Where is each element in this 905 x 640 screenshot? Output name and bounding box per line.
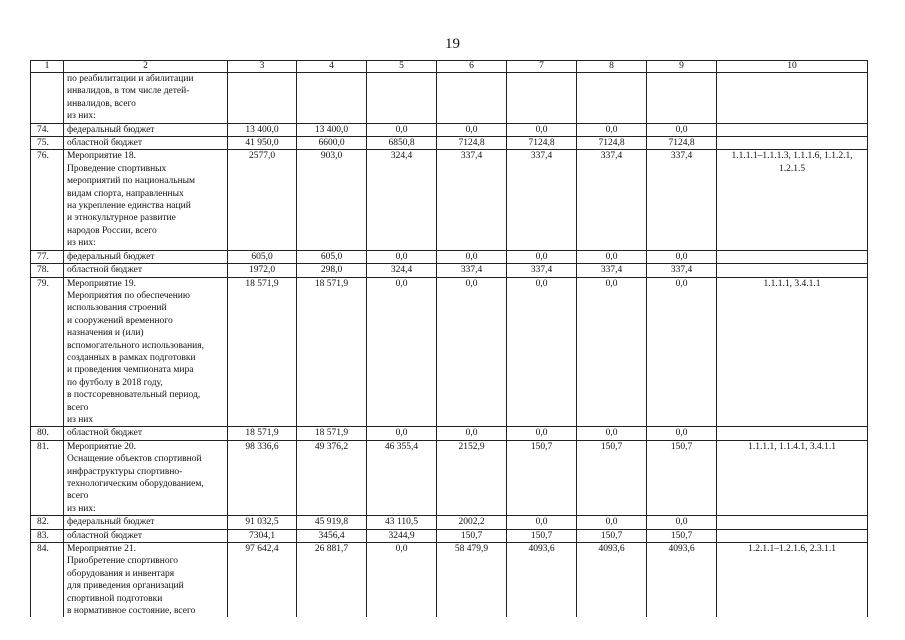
column-number: 6 xyxy=(437,61,507,73)
column-number: 5 xyxy=(367,61,437,73)
value-col-7: 150,7 xyxy=(507,529,577,542)
row-number xyxy=(31,73,64,124)
value-col-6: 0,0 xyxy=(437,123,507,136)
value-col-3: 1972,0 xyxy=(228,264,297,277)
column-number: 3 xyxy=(228,61,297,73)
value-col-4: 49 376,2 xyxy=(297,440,367,515)
value-col-5: 43 110,5 xyxy=(367,516,437,529)
value-col-7: 4093,6 xyxy=(507,543,577,618)
indicator-codes: 1.1.1.1, 3.4.1.1 xyxy=(717,277,868,427)
value-col-5: 0,0 xyxy=(367,250,437,263)
value-col-3: 97 642,4 xyxy=(228,543,297,618)
row-number: 82. xyxy=(31,516,64,529)
value-col-4: 298,0 xyxy=(297,264,367,277)
row-number: 77. xyxy=(31,250,64,263)
value-col-9: 0,0 xyxy=(647,123,717,136)
table-row xyxy=(31,150,868,250)
value-col-4: 18 571,9 xyxy=(297,427,367,440)
value-col-4: 3456,4 xyxy=(297,529,367,542)
value-col-5: 0,0 xyxy=(367,427,437,440)
column-number: 9 xyxy=(647,61,717,73)
value-col-8 xyxy=(577,73,647,124)
value-col-4: 18 571,9 xyxy=(297,277,367,427)
column-number: 7 xyxy=(507,61,577,73)
row-description: федеральный бюджет xyxy=(64,516,228,529)
table-row xyxy=(31,440,868,515)
value-col-7: 0,0 xyxy=(507,277,577,427)
indicator-codes xyxy=(717,73,868,124)
value-col-3: 18 571,9 xyxy=(228,427,297,440)
page-number: 19 xyxy=(445,36,460,52)
table-row xyxy=(31,250,868,263)
table-row xyxy=(31,543,868,618)
table-row xyxy=(31,529,868,542)
value-col-8: 337,4 xyxy=(577,150,647,250)
value-col-8: 0,0 xyxy=(577,277,647,427)
value-col-5 xyxy=(367,73,437,124)
value-col-5: 46 355,4 xyxy=(367,440,437,515)
value-col-5: 324,4 xyxy=(367,150,437,250)
budget-table xyxy=(30,60,868,617)
value-col-4: 605,0 xyxy=(297,250,367,263)
value-col-7: 337,4 xyxy=(507,264,577,277)
value-col-9: 150,7 xyxy=(647,440,717,515)
table-row xyxy=(31,277,868,427)
row-description: федеральный бюджет xyxy=(64,123,228,136)
row-description: областной бюджет xyxy=(64,137,228,150)
value-col-5: 0,0 xyxy=(367,123,437,136)
value-col-9: 0,0 xyxy=(647,277,717,427)
value-col-5: 0,0 xyxy=(367,543,437,618)
value-col-8: 150,7 xyxy=(577,440,647,515)
value-col-6: 2002,2 xyxy=(437,516,507,529)
value-col-5: 324,4 xyxy=(367,264,437,277)
indicator-codes: 1.1.1.1–1.1.1.3, 1.1.1.6, 1.1.2.1, 1.2.1.5 xyxy=(717,150,868,250)
value-col-6: 0,0 xyxy=(437,250,507,263)
column-number: 10 xyxy=(717,61,868,73)
row-description: по реабилитации и абилитации инвалидов, в том числе детей- инвалидов, всего из них: xyxy=(64,73,228,124)
row-description: областной бюджет xyxy=(64,529,228,542)
row-number: 79. xyxy=(31,277,64,427)
value-col-7: 0,0 xyxy=(507,427,577,440)
value-col-3: 91 032,5 xyxy=(228,516,297,529)
table-row xyxy=(31,516,868,529)
row-description: федеральный бюджет xyxy=(64,250,228,263)
value-col-3: 18 571,9 xyxy=(228,277,297,427)
value-col-3: 13 400,0 xyxy=(228,123,297,136)
value-col-4: 6600,0 xyxy=(297,137,367,150)
column-number: 1 xyxy=(31,61,64,73)
value-col-7: 337,4 xyxy=(507,150,577,250)
row-number: 81. xyxy=(31,440,64,515)
value-col-8: 0,0 xyxy=(577,250,647,263)
column-numbers-row xyxy=(31,61,868,73)
value-col-5: 3244,9 xyxy=(367,529,437,542)
indicator-codes xyxy=(717,529,868,542)
value-col-7: 0,0 xyxy=(507,250,577,263)
value-col-3: 98 336,6 xyxy=(228,440,297,515)
value-col-7: 0,0 xyxy=(507,516,577,529)
column-number: 8 xyxy=(577,61,647,73)
value-col-4 xyxy=(297,73,367,124)
value-col-9: 337,4 xyxy=(647,150,717,250)
value-col-3: 605,0 xyxy=(228,250,297,263)
indicator-codes xyxy=(717,264,868,277)
value-col-4: 903,0 xyxy=(297,150,367,250)
value-col-7: 0,0 xyxy=(507,123,577,136)
row-description: Мероприятие 21. Приобретение спортивного оборудования и инвентаря для приведения организаций спортивной подготовки в нормативное состояние, всего xyxy=(64,543,228,618)
value-col-6: 337,4 xyxy=(437,150,507,250)
indicator-codes xyxy=(717,123,868,136)
value-col-4: 45 919,8 xyxy=(297,516,367,529)
value-col-5: 6850,8 xyxy=(367,137,437,150)
indicator-codes xyxy=(717,516,868,529)
indicator-codes xyxy=(717,250,868,263)
indicator-codes: 1.2.1.1–1.2.1.6, 2.3.1.1 xyxy=(717,543,868,618)
value-col-6: 0,0 xyxy=(437,427,507,440)
value-col-8: 4093,6 xyxy=(577,543,647,618)
row-description: Мероприятие 20. Оснащение объектов спортивной инфраструктуры спортивно- технологическим оборудованием, всего из них: xyxy=(64,440,228,515)
row-number: 76. xyxy=(31,150,64,250)
value-col-5: 0,0 xyxy=(367,277,437,427)
table-row xyxy=(31,123,868,136)
table-row xyxy=(31,427,868,440)
value-col-3 xyxy=(228,73,297,124)
value-col-4: 13 400,0 xyxy=(297,123,367,136)
row-description: Мероприятие 18. Проведение спортивных мероприятий по национальным видам спорта, направленных на укрепление единства наций и этнокультурное развитие народов России, всего из них: xyxy=(64,150,228,250)
value-col-6: 2152,9 xyxy=(437,440,507,515)
value-col-8: 0,0 xyxy=(577,516,647,529)
value-col-9: 7124,8 xyxy=(647,137,717,150)
table-row xyxy=(31,73,868,124)
value-col-4: 26 881,7 xyxy=(297,543,367,618)
row-description: областной бюджет xyxy=(64,427,228,440)
row-number: 74. xyxy=(31,123,64,136)
value-col-9 xyxy=(647,73,717,124)
value-col-8: 0,0 xyxy=(577,123,647,136)
indicator-codes xyxy=(717,427,868,440)
value-col-9: 0,0 xyxy=(647,250,717,263)
value-col-9: 337,4 xyxy=(647,264,717,277)
value-col-8: 337,4 xyxy=(577,264,647,277)
value-col-7: 7124,8 xyxy=(507,137,577,150)
value-col-7: 150,7 xyxy=(507,440,577,515)
indicator-codes xyxy=(717,137,868,150)
value-col-8: 150,7 xyxy=(577,529,647,542)
row-number: 78. xyxy=(31,264,64,277)
value-col-6: 337,4 xyxy=(437,264,507,277)
value-col-6: 0,0 xyxy=(437,277,507,427)
value-col-9: 0,0 xyxy=(647,516,717,529)
table-row xyxy=(31,264,868,277)
value-col-3: 7304,1 xyxy=(228,529,297,542)
row-number: 83. xyxy=(31,529,64,542)
value-col-3: 41 950,0 xyxy=(228,137,297,150)
value-col-9: 0,0 xyxy=(647,427,717,440)
row-description: Мероприятие 19. Мероприятия по обеспечению использования строений и сооружений временного назначения и (или) вспомогательного использования, созданных в рамках подготовки и проведения чемпионата мира по футболу в 2018 году, в постсоревновательный период, всего из них xyxy=(64,277,228,427)
value-col-6 xyxy=(437,73,507,124)
column-number: 2 xyxy=(64,61,228,73)
value-col-7 xyxy=(507,73,577,124)
row-number: 80. xyxy=(31,427,64,440)
row-number: 84. xyxy=(31,543,64,618)
value-col-3: 2577,0 xyxy=(228,150,297,250)
table-row xyxy=(31,137,868,150)
value-col-8: 7124,8 xyxy=(577,137,647,150)
value-col-6: 58 479,9 xyxy=(437,543,507,618)
indicator-codes: 1.1.1.1, 1.1.4.1, 3.4.1.1 xyxy=(717,440,868,515)
value-col-9: 4093,6 xyxy=(647,543,717,618)
value-col-6: 7124,8 xyxy=(437,137,507,150)
value-col-6: 150,7 xyxy=(437,529,507,542)
row-description: областной бюджет xyxy=(64,264,228,277)
value-col-8: 0,0 xyxy=(577,427,647,440)
column-number: 4 xyxy=(297,61,367,73)
value-col-9: 150,7 xyxy=(647,529,717,542)
row-number: 75. xyxy=(31,137,64,150)
